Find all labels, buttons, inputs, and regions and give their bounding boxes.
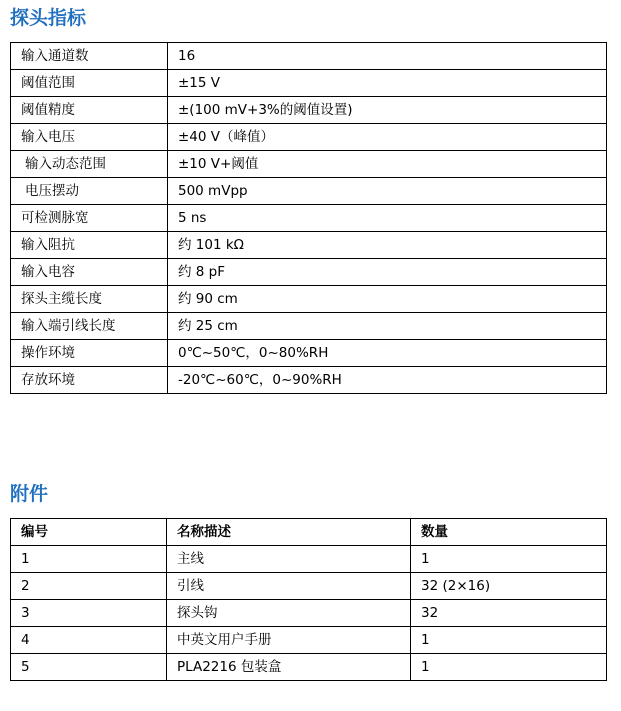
spec-table [10,42,607,394]
spec-row [11,151,607,178]
header-qty: 数量 [411,519,607,546]
spec-value: 500 mVpp [168,178,607,205]
spec-value: -20℃~60℃，0~90%RH [168,367,607,394]
item-qty: 1 [411,627,607,654]
spec-row [11,313,607,340]
item-no: 1 [11,546,167,573]
item-no: 3 [11,600,167,627]
header-name: 名称描述 [167,519,411,546]
spec-label: 输入阻抗 [11,232,168,259]
spec-value: ±(100 mV+3%的阈值设置) [168,97,607,124]
spec-label: 操作环境 [11,340,168,367]
spec-row [11,259,607,286]
spec-value: 约 90 cm [168,286,607,313]
header-no: 编号 [11,519,167,546]
spec-label: 输入通道数 [11,43,168,70]
item-name: 主线 [167,546,411,573]
spec-row [11,340,607,367]
table-row [11,654,607,681]
spec-row [11,205,607,232]
item-no: 2 [11,573,167,600]
spec-label: 输入端引线长度 [11,313,168,340]
item-name: PLA2216 包装盒 [167,654,411,681]
spec-value: 16 [168,43,607,70]
accessories-section-title: 附件 [10,483,49,505]
spec-row [11,70,607,97]
item-name: 引线 [167,573,411,600]
spec-row [11,286,607,313]
spec-label: 输入电容 [11,259,168,286]
spec-label: 输入电压 [11,124,168,151]
item-qty: 1 [411,546,607,573]
spec-value: 约 101 kΩ [168,232,607,259]
spec-row [11,97,607,124]
table-row [11,546,607,573]
spec-label: 输入动态范围 [11,151,168,178]
spec-value: ±40 V（峰值） [168,124,607,151]
table-row [11,573,607,600]
accessories-table [10,518,607,681]
spec-value: 约 25 cm [168,313,607,340]
spec-label: 探头主缆长度 [11,286,168,313]
spec-value: 约 8 pF [168,259,607,286]
spec-label: 电压摆动 [11,178,168,205]
table-row [11,600,607,627]
spec-row [11,43,607,70]
item-qty: 32 [411,600,607,627]
spec-row [11,232,607,259]
spec-label: 存放环境 [11,367,168,394]
item-qty: 32 (2×16) [411,573,607,600]
item-name: 中英文用户手册 [167,627,411,654]
spec-label: 可检测脉宽 [11,205,168,232]
spec-section-title: 探头指标 [10,7,87,29]
item-qty: 1 [411,654,607,681]
spec-value: ±15 V [168,70,607,97]
spec-value: 5 ns [168,205,607,232]
spec-label: 阈值精度 [11,97,168,124]
item-no: 4 [11,627,167,654]
table-row [11,627,607,654]
spec-row [11,367,607,394]
item-name: 探头钩 [167,600,411,627]
table-header-row [11,519,607,546]
spec-label: 阈值范围 [11,70,168,97]
spec-row [11,124,607,151]
spec-row [11,178,607,205]
item-no: 5 [11,654,167,681]
spec-value: ±10 V+阈值 [168,151,607,178]
spec-value: 0℃~50℃，0~80%RH [168,340,607,367]
